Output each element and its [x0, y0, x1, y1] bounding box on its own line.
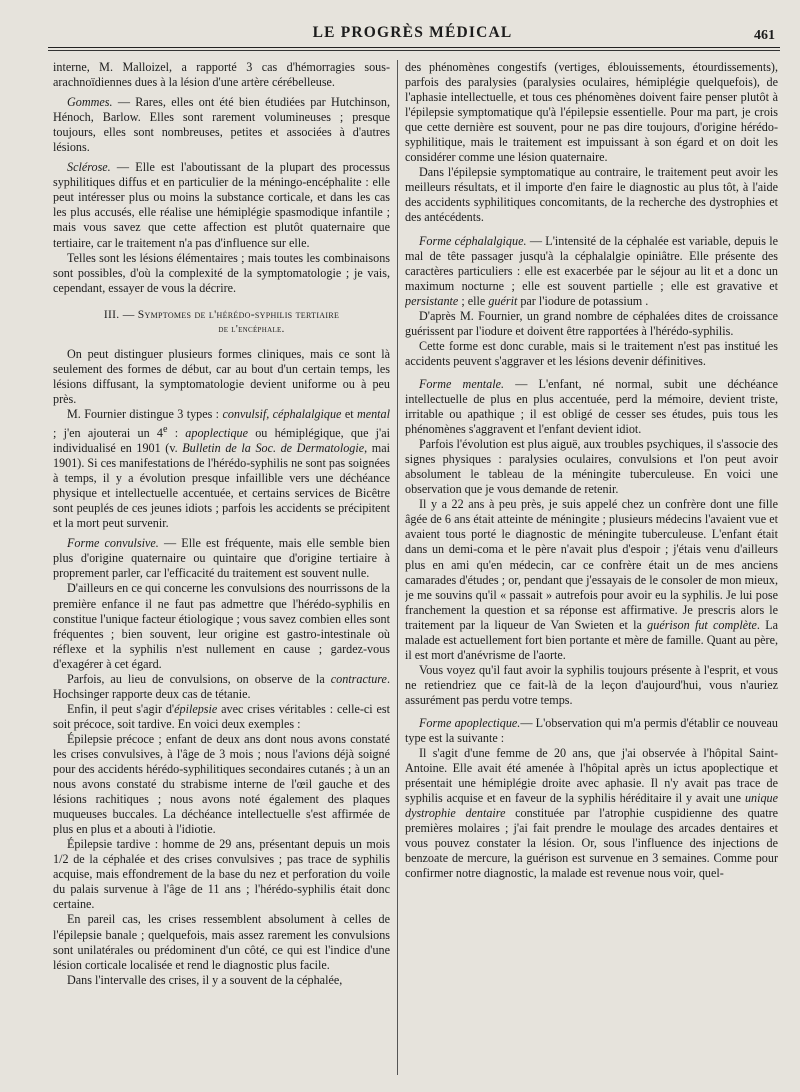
paragraph: Parfois l'évolution est plus aiguë, aux troubles psychiques, il s'associe des signes physiques : paralysies oculaires, convulsions et l'on peut avoir absolument le tableau de la méningite tuberculeuse. En voici une observation que je vous demande de retenir.: [405, 437, 778, 497]
paragraph-sclerose: Sclérose. — Elle est l'aboutissant de la plupart des processus syphilitiques diffus et en particulier de la méningo-encéphalite : elle peut intéresser plus ou moins la substance corticale, et dans les cas les plus accusés, elle réalise une hémiplégie spasmodique infantile ; mais vous savez que cette affection est plutôt quaternaire que tertiaire, car le traitement n'a pas d'influence sur elle.: [53, 160, 390, 250]
column-divider: [397, 60, 398, 1075]
page-number: 461: [754, 28, 775, 43]
header-rule: [48, 47, 780, 48]
paragraph: Épilepsie tardive : homme de 29 ans, présentant depuis un mois 1/2 de la céphalée et des crises convulsives ; pas trace de syphilis acquise, mais effondrement de la base du nez et perforation du voile du palais survenue à l'âge de 11 ans ; l'hérédo-syphilis était donc certaine.: [53, 837, 390, 912]
paragraph-forme-apoplectique: Forme apoplectique.— L'observation qui m'a permis d'établir ce nouveau type est la suivante :: [405, 715, 778, 746]
paragraph-observation: Il s'agit d'une femme de 20 ans, que j'ai observée à l'hôpital Saint-Antoine. Elle avait été amenée à l'hôpital après un ictus apoplectique et présentait une hémiplégie droite avec aphasie. Il n'y avait pas trace de syphilis acquise et en faveur de la syphilis héréditaire il y avait une unique dystrophie dentaire constituée par l'atrophie cuspidienne des quatre premières molaires ; j'ai fait prendre le moulage des arcades dentaires et vous pouvez constater la lésion. Or, sous l'influence des injections de benzoate de mercure, la guérison est survenue en 3 semaines. Comme pour confirmer notre diagnostic, la malade est revenue nous voir, quel-: [405, 746, 778, 881]
paragraph-observation: Il y a 22 ans à peu près, je suis appelé chez un confrère dont une fille âgée de 6 ans était atteinte de méningite ; plusieurs médecins l'avaient vue et avaient tous porté le diagnostic de méningite tuberculeuse. L'enfant était dans un demi-coma et le père n'avait plus d'espoir ; j'étais venu d'ailleurs plus en ami qu'en médecin, car ce confrère était un de mes anciens camarades d'études ; or, pendant que j'essayais de le consoler de mon mieux, je me souvins qu'il « passait » autrefois pour avoir eu la syphilis. Je lui pose franchement la question et sa réponse est affirmative. Je prescris alors le traitement par la liqueur de Van Swieten et la guérison fut complète. La malade est actuellement fort bien portante et mère de famille. Quant au père, il est mort d'anévrisme de l'aorte.: [405, 497, 778, 662]
running-title: LE PROGRÈS MÉDICAL: [312, 24, 513, 41]
paragraph-forme-cephalalgique: Forme céphalalgique. — L'intensité de la céphalée est variable, depuis le mal de tête passager jusqu'à la céphalalgie opiniâtre. Elle présente des caractères particuliers : elle est exacerbée par le séjour au lit et a donc un maximum nocturne ; elle est souvent partielle ; elle est gravative et persistante ; elle guérit par l'iodure de potassium .: [405, 233, 778, 308]
paragraph-forme-convulsive: Forme convulsive. — Elle est fréquente, mais elle semble bien plus d'origine quaternaire ou quintaire que d'origine tertiaire à proprement parler, car l'efficacité du traitement est souvent nulle.: [53, 536, 390, 581]
subsection-label: Forme mentale.: [419, 376, 505, 391]
paragraph: Telles sont les lésions élémentaires ; mais toutes les combinaisons sont possibles, d'où la complexité de la symptomatologie ; je vais, cependant, essayer de vous la décrire.: [53, 250, 390, 295]
paragraph: des phénomènes congestifs (vertiges, éblouissements, étourdissements), parfois des paralysies (paralysies oculaires, hémiplégie quelquefois), de l'aphasie intellectuelle, et tous ces phénomènes doivent faire penser plutôt à l'épilepsie symptomatique qu'à l'épilepsie essentielle. Pour ma part, je crois que cette dernière est souvent, pour ne pas dire toujours, d'origine hérédo-syphilitique, mais le traitement est impuissant à son égard et on doit les considérer comme une lésion quaternaire.: [405, 60, 778, 165]
section-heading-line: III. — Symptomes de l'hérédo-syphilis tertiaire: [103, 307, 340, 321]
paragraph: Épilepsie précoce ; enfant de deux ans dont nous avons constaté les crises convulsives, à l'âge de 3 mois ; nous l'avions déjà soigné pour des accidents hérédo-syphilitiques secondaires cutanés ; à un an nous avons constaté du strabisme interne de l'œil gauche et des lésions rachitiques ; nous avons noté également des plaques muqueuses buccales. La déchéance intellectuelle s'est affirmée de plus en plus et a abouti à l'idiotie.: [53, 731, 390, 837]
right-column: [405, 60, 778, 1080]
paragraph: Parfois, au lieu de convulsions, on observe de la contracture. Hochsinger rapporte deux cas de tétanie.: [53, 671, 390, 701]
paragraph: interne, M. Malloizel, a rapporté 3 cas d'hémorragies sous-arachnoïdiennes dues à la lésion d'une artère cérébelleuse.: [53, 60, 390, 90]
paragraph: Cette forme est donc curable, mais si le traitement n'est pas institué les accidents peuvent s'aggraver et les lésions devenir définitives.: [405, 338, 778, 368]
paragraph: Dans l'intervalle des crises, il y a souvent de la céphalée,: [67, 972, 343, 987]
paragraph: Vous voyez qu'il faut avoir la syphilis toujours présente à l'esprit, et vous ne retiendriez que ce fait-là de la leçon d'aujourd'hui, vous n'auriez assurément pas perdu votre temps.: [405, 662, 778, 707]
paragraph: D'après M. Fournier, un grand nombre de céphalées dites de croissance guérissent par l'iodure et doivent être rapportées à l'hérédo-syphilis.: [405, 308, 778, 338]
section-heading: [53, 307, 390, 337]
paragraph: En pareil cas, les crises ressemblent absolument à celles de l'épilepsie banale ; quelquefois, mais assez rarement les convulsions sont unilatérales ou prédominent d'un côté, ce qui est l'indice d'une lésion corticale localisée et rend le diagnostic plus facile.: [53, 912, 390, 972]
subsection-label: Sclérose.: [67, 160, 111, 175]
page-header: [50, 22, 775, 48]
subsection-label: Forme céphalalgique.: [419, 233, 527, 248]
paragraph: Dans l'épilepsie symptomatique au contraire, le traitement peut avoir les meilleurs résultats, et il importe d'en faire le diagnostic au plus tôt, à l'aide des accidents syphilitiques concomitants, de la recherche des dystrophies et des antécédents.: [405, 165, 778, 225]
left-column: [53, 60, 390, 1080]
paragraph-forme-mentale: Forme mentale. — L'enfant, né normal, subit une déchéance intellectuelle de plus en plus accentuée, perd la mémoire, devient triste, irritable ou apathique ; il est obligé de cesser ses études, puis tous les phénomènes s'aggravent et l'enfant devient idiot.: [405, 376, 778, 437]
paragraph: Enfin, il peut s'agir d'épilepsie avec crises véritables : celle-ci est soit précoce, soit tardive. En voici deux exemples :: [53, 701, 390, 731]
paragraph: On peut distinguer plusieurs formes cliniques, mais ce sont là seulement des formes de début, car au bout d'un certain temps, les lésions diffusant, la symptomatologie devient uniforme ou à peu près.: [53, 346, 390, 406]
paragraph: D'ailleurs en ce qui concerne les convulsions des nourrissons de la première enfance il ne faut pas admettre que l'hérédo-syphilis en constitue l'unique facteur étiologique ; vous savez combien elles sont fréquentes ; bien souvent, leur origine est gastro-intestinale où réflexe et la syphilis n'est nullement en cause ; gardez-vous d'exagérer à cet égard.: [53, 581, 390, 671]
subsection-label: Forme convulsive.: [67, 536, 159, 551]
header-rule-thin: [48, 50, 780, 51]
subsection-label: Forme apoplectique.: [419, 715, 521, 730]
paragraph-fournier-types: M. Fournier distingue 3 types : convulsif, céphalalgique et mental ; j'en ajouterai un 4e : apoplectique ou hémiplégique, que j'ai individualisé en 1901 (v. Bulletin de la Soc. de Dermatologie, mai 1901). Si ces manifestations de l'hérédo-syphilis ne sont pas soignées à temps, il y a évolution presque infaillible vers une déchéance physique et intellectuelle accentuée, et certains services de Bicêtre sont peuplés de ces jeunes idiots ; parfois les accidents se précipitent et la mort peut survenir.: [53, 406, 390, 531]
section-heading-line: de l'encéphale.: [218, 323, 285, 335]
subsection-label: Gommes.: [67, 95, 113, 110]
paragraph-gommes: Gommes. — Rares, elles ont été bien étudiées par Hutchinson, Hénoch, Barlow. Elles sont rarement volumineuses ; presque toujours, elles sont nombreuses, petites et associées à d'autres lésions.: [53, 95, 390, 155]
